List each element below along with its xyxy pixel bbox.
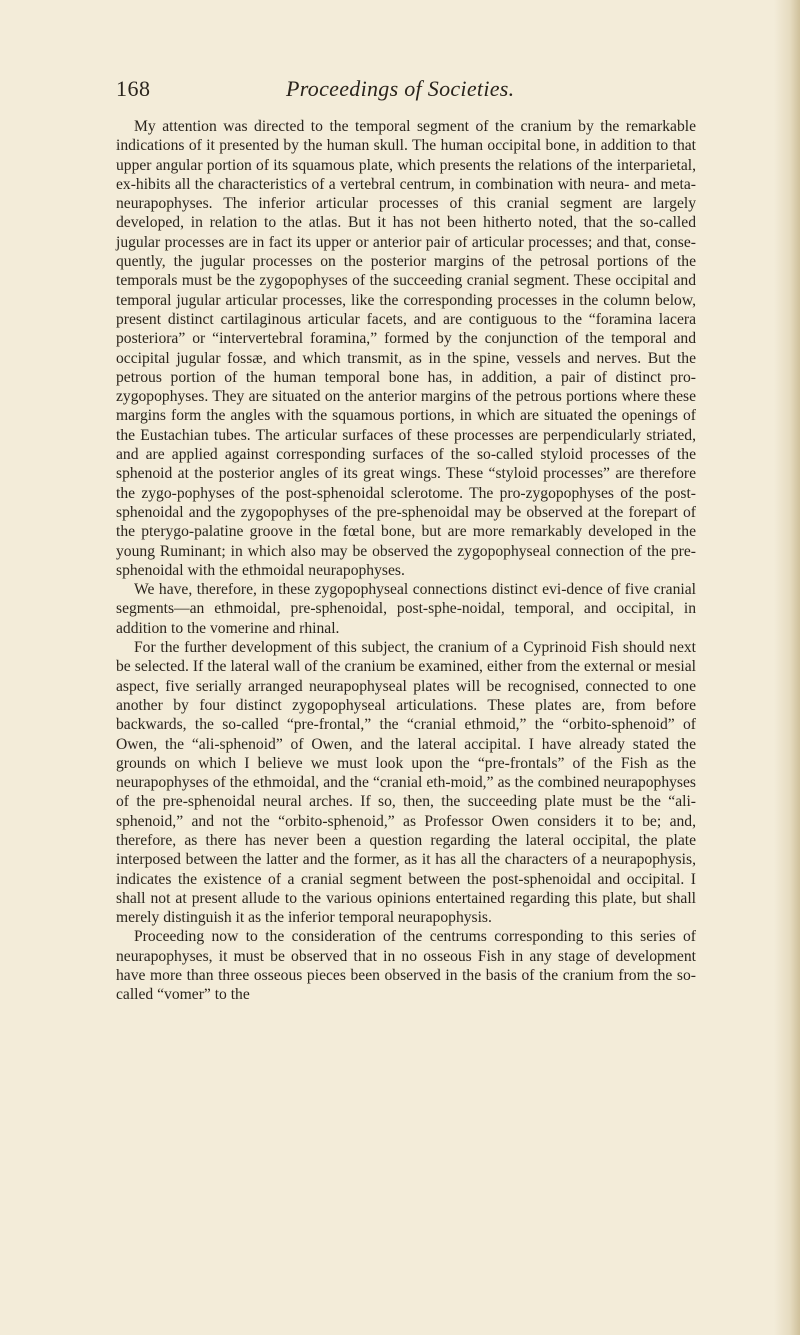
paragraph: Proceeding now to the consideration of the centrums corresponding to this series of neurapophyses, it must be observed that in no osseous Fish in any stage of development have more than three osseous pieces been observed in the basis of the cranium from the so-called “vomer” to the	[116, 928, 696, 1004]
paragraph: We have, therefore, in these zygopophyseal connections distinct evi-dence of five cranial segments—an ethmoidal, pre-sphenoidal, post-sphe-noidal, temporal, and occipital, in addition to the vomerine and rhinal.	[116, 581, 696, 637]
page-number: 168	[116, 76, 151, 101]
running-head: Proceedings of Societies.	[286, 76, 515, 101]
page-edge-shadow	[774, 0, 800, 1335]
page-header	[116, 76, 686, 106]
paragraph: My attention was directed to the temporal segment of the cranium by the remarkable indications of it presented by the human skull. The human occipital bone, in addition to that upper angular portion of its squamous plate, which presents the relations of the interparietal, ex-hibits all the characteristics of a vertebral centrum, in combination with neura- and meta-neurapophyses. The inferior articular processes of this cranial segment are largely developed, in relation to the atlas. But it has not been hitherto noted, that the so-called jugular processes are in fact its upper or anterior pair of articular processes; and that, conse-quently, the jugular processes on the posterior margins of the petrosal portions of the temporals must be the zygopophyses of the succeeding cranial segment. These occipital and temporal jugular articular processes, like the corresponding processes in the column below, present distinct cartilaginous articular facets, and are contiguous to the “foramina lacera posteriora” or “intervertebral foramina,” formed by the conjunction of the temporal and occipital jugular fossæ, and which transmit, as in the spine, vessels and nerves. But the petrous portion of the human temporal bone has, in addition, a pair of distinct pro-zygopophyses. They are situated on the anterior margins of the petrous portions where these margins form the angles with the squamous portions, in which are situated the openings of the Eustachian tubes. The articular surfaces of these processes are perpendicularly striated, and are applied against corresponding surfaces of the so-called styloid processes of the sphenoid at the posterior angles of its great wings. These “styloid processes” are therefore the zygo-pophyses of the post-sphenoidal sclerotome. The pro-zygopophyses of the post-sphenoidal and the zygopophyses of the pre-sphenoidal may be observed at the forepart of the pterygo-palatine groove in the fœtal bone, but are more remarkably developed in the young Ruminant; in which also may be observed the zygopophyseal connection of the pre-sphenoidal with the ethmoidal neurapophyses.	[116, 118, 696, 579]
paragraph: For the further development of this subject, the cranium of a Cyprinoid Fish should next be selected. If the lateral wall of the cranium be examined, either from the external or mesial aspect, five serially arranged neurapophyseal plates will be recognised, connected to one another by four distinct zygopophyseal articulations. These plates are, from before backwards, the so-called “pre-frontal,” the “cranial ethmoid,” the “orbito-sphenoid” of Owen, the “ali-sphenoid” of Owen, and the lateral accipital. I have already stated the grounds on which I believe we must look upon the “pre-frontals” of the Fish as the neurapophyses of the ethmoidal, and the “cranial eth-moid,” as the combined neurapophyses of the pre-sphenoidal neural arches. If so, then, the succeeding plate must be the “ali-sphenoid,” and not the “orbito-sphenoid,” as Professor Owen considers it to be; and, therefore, as there has never been a question regarding the lateral occipital, the plate interposed between the latter and the former, as it has all the characters of a neurapophysis, indicates the existence of a cranial segment between the post-sphenoidal and occipital. I shall not at present allude to the various opinions entertained regarding this plate, but shall merely distinguish it as the inferior temporal neurapophysis.	[116, 639, 696, 927]
body-text	[116, 117, 696, 1005]
